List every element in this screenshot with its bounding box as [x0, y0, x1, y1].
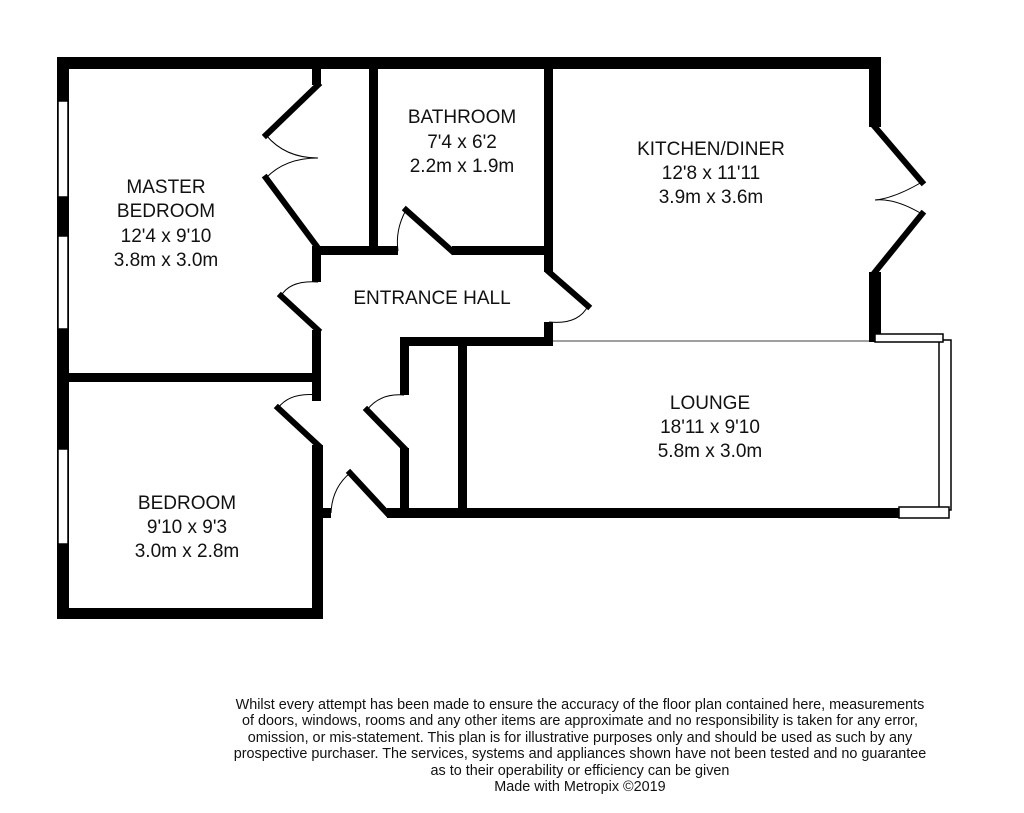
master-bedroom-metric: 3.8m x 3.0m: [113, 250, 219, 271]
disclaimer-line: prospective purchaser. The services, systems and appliances shown have not been tested and no guarantee: [233, 746, 927, 763]
master-wardrobe-door: [266, 85, 318, 248]
wall-master-right-top: [312, 57, 321, 85]
wall-bedroom-right-top: [312, 377, 321, 401]
wall-cupboard-right: [458, 337, 467, 517]
wall-bottom-bedroom: [57, 608, 323, 619]
master-bedroom-name-2: BEDROOM: [116, 201, 216, 222]
disclaimer-line: of doors, windows, rooms and any other items are approximate and no responsibility is taken for any error,: [242, 713, 918, 730]
disclaimer: [190, 697, 970, 795]
kitchen-diner-name: KITCHEN/DINER: [637, 139, 785, 160]
wall-top: [57, 57, 881, 69]
bathroom-imperial: 7'4 x 6'2: [427, 132, 497, 153]
entrance-door: [331, 473, 387, 513]
bedroom-name: BEDROOM: [137, 493, 237, 514]
bedroom-metric: 3.0m x 2.8m: [134, 541, 240, 562]
window-master-1: [58, 101, 68, 197]
bedroom-imperial: 9'10 x 9'3: [146, 517, 228, 538]
kitchen-diner-metric: 3.9m x 3.6m: [658, 187, 764, 208]
window-lounge-right: [939, 340, 951, 510]
bathroom-name: BATHROOM: [407, 107, 517, 128]
bathroom-metric: 2.2m x 1.9m: [409, 156, 515, 177]
kitchen-external-door: [875, 127, 922, 272]
window-lounge-bottom: [899, 507, 949, 518]
window-master-2: [58, 236, 68, 329]
wall-cupboard-left-top: [400, 337, 409, 395]
wall-bath-bottom-right: [452, 246, 553, 255]
master-bedroom-name-1: MASTER: [126, 177, 206, 198]
master-bedroom-imperial: 12'4 x 9'10: [120, 226, 212, 247]
master-bedroom-door: [281, 282, 318, 330]
wall-master-bedroom-divider: [57, 373, 321, 382]
wall-kitchen-right-top: [869, 57, 881, 127]
window-lounge-top-return: [875, 334, 943, 342]
disclaimer-line: omission, or mis-statement. This plan is for illustrative purposes only and should be used as such by any: [247, 729, 913, 746]
disclaimer-line: Whilst every attempt has been made to ensure the accuracy of the floor plan contained here, measurements: [235, 697, 925, 713]
wall-bath-left: [369, 57, 378, 255]
lounge-name: LOUNGE: [669, 393, 751, 414]
wall-bath-bottom-left: [312, 246, 398, 255]
bathroom-door: [397, 210, 452, 251]
bedroom-door: [278, 395, 318, 445]
lounge-metric: 5.8m x 3.0m: [657, 441, 763, 462]
wall-cupboard-left-bottom: [400, 448, 409, 514]
window-bedroom: [58, 449, 68, 544]
credit-line: Made with Metropix ©2019: [494, 779, 666, 796]
entrance-hall-name: ENTRANCE HALL: [353, 288, 511, 309]
wall-stub-entrance: [312, 508, 331, 518]
kitchen-diner-imperial: 12'8 x 11'11: [661, 163, 761, 184]
room-labels: [114, 107, 785, 562]
kitchen-door: [549, 272, 588, 322]
wall-bath-kitchen: [544, 57, 553, 272]
cupboard-door: [367, 395, 404, 448]
wall-kitchen-right-bottom: [869, 272, 881, 342]
lounge-imperial: 18'11 x 9'10: [660, 417, 760, 438]
wall-bedroom-right: [312, 445, 323, 619]
wall-hall-lounge-top: [400, 337, 553, 346]
disclaimer-line: as to their operability or efficiency can be given: [430, 762, 730, 779]
